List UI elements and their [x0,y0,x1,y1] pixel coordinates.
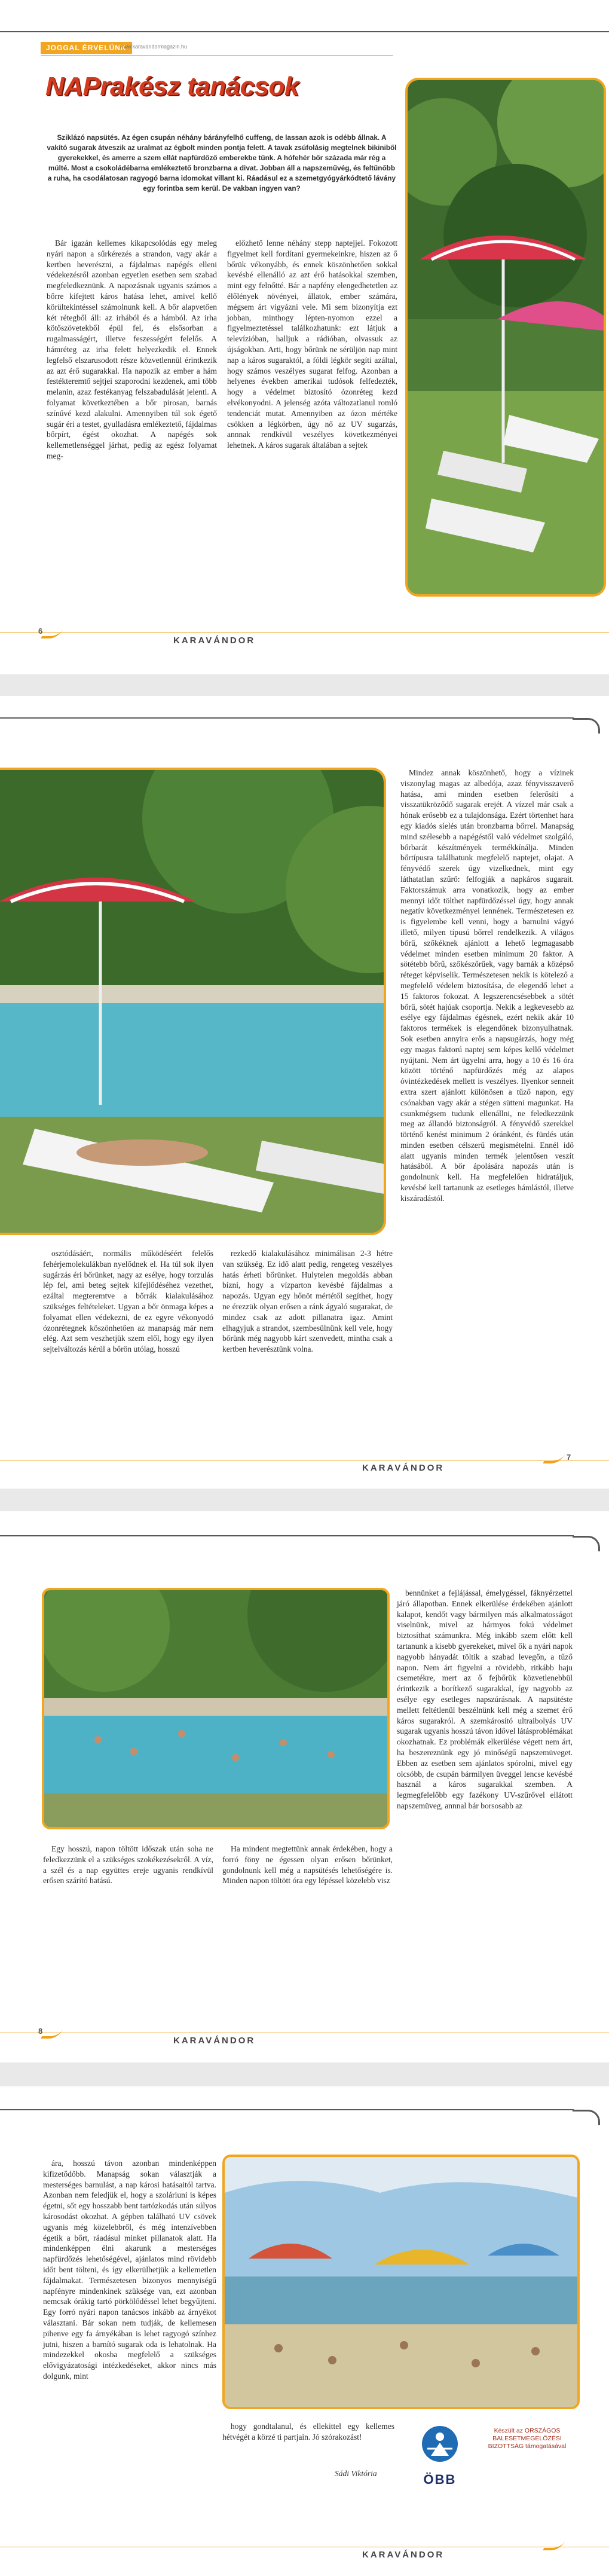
section-tag: JOGGAL ÉRVELÜNK [41,42,132,54]
magazine-page-1 [0,0,609,674]
top-rule [0,717,574,719]
page2-column-b [222,1248,393,1355]
obb-emblem-icon [419,2425,461,2469]
brand-footer: KARAVÁNDOR [362,2550,445,2560]
pool-crowd-illustration [44,1590,390,1829]
page2-column-a-text: osztódásáért, normális működéséért felelős fehérjemolekulákban nyelődnek el. Ha túl sok ilyen sugárzás éri bőrünket, nagy az esélye, hogy torzulás lép fel, ami beteg sejtek kifejlődéséhez vezethet, ezáltal megteremtve a bőrrák kialakulásához szükséges feltételeket. Ugyan a bőr önmaga képes a folyamat ellen védekezni, de ez egyre vékonyodó ózonrétegnek köszönhetően az manapság már nem elég. Azt sem veszhetjük szem elől, hogy egy ilyen sejtelváltozás kérül a bőrön utólag, hosszú [43,1249,213,1354]
page-curl-icon [573,718,600,734]
page-number: 6 [38,627,43,635]
author-signature: Sádi Viktória [335,2469,377,2478]
top-rule [0,31,609,32]
page2-column-a [43,1248,213,1355]
page4-column-left-text: ára, hosszú távon azonban mindenképpen kifizetődőbb. Manapság sokan választják a mesterséges barnulást, a nap károsi hatásaitól tartva. Azonban nem feledjük el, hogy a szoláriuni is képes égetni, sőt egy hosszabb bent tartózkodás után súlyos károsodást okozhat. A gépben található UV csövek ugyanis még közelebbről, és még intenzívebben égetik a bőrt, ráadásul minket pillanatok alatt. Ha mindenképpen élni akarunk a mesterséges napfürdőzés lehetőségével, ajánlatos mind rövidebb időt bent tölteni, és így elkerülhetjük a kellemetlen fájdalmakat. Természetesen bizonyos mennyiségű napfényre mindenkinek szüksége van, ezt azonban nemcsak órákig tartó pörkölődéssel lehet begyűjteni. Egy forró nyári napon tanácsos inkább az árnyékot választani. Bár sokan nem tudják, de kellemesen pihenve egy fa árnyékában is lehet ragyogó színhez jutni, hiszen a barnító sugarak oda is lehatolnak. Ha mindezekkel okosba megfelelő a szükséges elővigyázatosági intézkedéseket, akkor nincs más dolgunk, mint [43,2159,216,2381]
photo-lake-beach [222,2155,580,2409]
brand-footer: KARAVÁNDOR [173,2036,256,2046]
page1-column-1 [47,238,217,462]
top-rule [0,2109,574,2110]
footer-rule [0,632,609,633]
page3-column-b-text: Ha mindent megtettünk annak érdekében, hogy a forró föny ne égessen olyan erősen bőrünket, gondolnunk kell még a napsütésés lehetőségére is. Minden napon töltött óra egy lépéssel közelebb visz [222,1844,393,1886]
magazine-page-2 [0,696,609,1489]
lake-beach-illustration [225,2157,580,2409]
page2-column-right [400,768,574,1204]
page3-column-b [222,1844,393,1886]
page-number: 7 [567,1453,571,1462]
magazine-page-4 [0,2086,609,2576]
page3-column-right-text: bennünket a fejlájással, émelygéssel, fáknyérzettel járó állapotban. Ennek elkerülése érdekében ajánlott kalapot, kendőt vagy bármilyen más alkalmatosságot viselnünk, mivel az hármyos fokú védelmet biztosíthat számunkra. Még inkább szem előtt kell tartanunk a kisebb gyerekeket, mivel ők a nyári napok nagyobb hányadát töltik a szabad levegőn, a tűző napon. Nem árt figyelni a rövidebb, ritkább haju csemetékre, mert az ő fejbőrük közvetlenebbül érintkezik a borítkező sugarakkal, így nagyobb az esélye egy esetleges napszúrásnak. A napsütéste mellett feltétlenül beszélnünk kell még a szemet érő káros sugarakról. A szemkárosító ultraibolyás UV sugarak ugyanis hosszú távon idővel látásproblémákat okozhatnak. Ez problémák elkerülése végett nem árt, ha beszereznünk egy jó minőségű napszemüveget. Ebben az esetben sem ajánlatos spórolni, mivel egy olcsóbb, de csupán bármilyen üveggel lencse kevésbé használ a káros sugarakkal szemben. A legmegfelelőbb egy fazékony UV-szűrővel ellátott napszemüveg, annnal bár borsosabb az [397,1588,573,1810]
page3-column-a [43,1844,213,1886]
sponsor-text: Készült az ORSZÁGOS BALESETMEGELŐZÉSI BIZOTTSÁG támogatásával [488,2427,567,2450]
article-lead: Sziklázó napsütés. Az égen csupán néhány bárányfelhő cuffeng, de lassan azok is odébb állnak. A vakító sugarak átveszik az uralmat az égbolt minden pontja felett. A tavak zsúfolásig megtelnek bikiniből gyerekekkel, és amerre a szem ellát napfürdőző emberekbe tűnk. A hófehér bőr százada már rég a múlté. Most a csokoládébarna emlékeztető bronzbarna a divat. Jobban áll a napszeművég, és feltűnőbb a ruha, ha csodálatosan ragyogó barna idomokat villant ki. Ráadásul ez a szemetgyógyárkódtető lávány egy forintba sem kerül. De vakban ingyen van? [47,133,397,192]
brand-swoosh-icon [41,2029,63,2039]
tag-rule [41,55,393,56]
brand-swoosh-icon [41,629,63,638]
page-number: 8 [38,2027,43,2036]
page2-column-right-text: Mindez annak köszönhető, hogy a vízinek viszonylag magas az albedója, azaz fényvisszaverő hatása, ami minden esetben felerősíti a visszatükröződő sugarak erejét. A vízzel már csak a hónak erősebb ez a tulajdonsága. Ezért törtenhet hara egy kiadós síelés után bronzbarna bőrrel. Manapság mind szélesebb a napégéstől való védelmet szolgáló, bőrbarát készítmények termékkínálja. Minden bőrtípusra találhatunk megfelelő naptejet, olajat. A fényvédő szerek úgy vizelkednek, mint egy láthatatlan szűrő: felfogják a napkáros sugarait. Faktorszámuk arra vonatkozik, hogy az ember mennyi időt tölthet napfürdőzéssel úgy, hogy annak negatív következményei lennének. Természetesen ez is figyelembe kell venni, hogy a barnulni vágyó illető, milyen típusú bőrrel rendelkezik. A világos bőrű, szőkéknek ajánlott a lehető legmagasabb védelmet minden esetben minimum 20 faktor. A sötétebb bőrű, szőkészőrűek, vagy barnák a középső réteget képviselik. Természetesen nekik is kötelező a megfelelő védelem biztosítása, de elegendő lehet a 15 faktoros fokozat. A legszerencsésebbek a sötét bőrű, sötét hajúak csoportja. Nekik a legkevesebb az esélye egy fájdalmas égésnek, ezért nekik akár 10 faktoros termékek is elegendőnek bizonyulhatnak. Sok esetben annyira erős a napsugárzás, hogy még egy magas faktorú naptej sem képes kellő védelmet nyújtani. Nem árt ügyelni arra, hogy a 10 és 16 óra között történő napfürdőzés még az alapos óvintézkedések mellett is veszélyes. Ilyenkor senneit extra szert ajánlott különösen a tűző napon, egy csónakban vagy akár a stégen sütteni magunkat. Ha csunkmégsem tudunk ellenállni, ne feledkezzünk meg az állandó biztonságról. A fényvédő szerekkel történő kenést minimum 2 óránként, és fürdés után minden esetben célszerű megismételni. Ennél idő alatt ugyanis minden termék jelentősen veszít hatásából. A bőr ápolására napozás után is gondolnunk kell. Ha megfelelően hidratáljuk, kevésbé kell tartanunk az esetleges hámlástól, illetve kiszáradástól. [400,768,574,1203]
page3-column-a-text: Egy hosszú, napon töltött időszak után soha ne feledkezzünk el a szükséges szokékezésekről. A víz, a szél és a nap együttes ereje ugyanis rendkívül erősen szárító hatású. [43,1844,213,1886]
article-title: NAPrakész tanácsok [45,72,299,101]
photo-pool-umbrella [0,768,386,1235]
umbrella-beach-illustration [408,80,606,597]
brand-swoosh-icon [543,2541,565,2550]
photo-pool-crowd [42,1588,390,1829]
brand-footer: KARAVÁNDOR [173,635,256,646]
page1-column-2-text: előzhető lenne néhány stepp naptejjel. Fokozott figyelmet kell fordítani gyermekeinkre, hiszen az ő bőrük vékonyább, és ennek köszönhetően sokkal kevésbé ellenálló az azt érő hatásokkal szemben, mint egy felnőtté. Bár a napfény elengedhetetlen az élőlények növényei, állatok, ember számára, mégsem árt vigyázni vele. Mi sem bizonyítja ezt jobban, minthogy lépten-nyomon ezzel a figyelmeztetéssel találkozhatunk: ezt látjuk a televízióban, halljuk a rádióban, olvassuk az újságokban. Arti, hogy bőrünk ne sérüljön nap mint nap a káros sugaraktól, a fóldi légkör segíti azáltal, hogy számos veszélyes sugarat felfog. Azonban a helyenes években amerikai tudósok felfedezték, hogy a védelmet biztosító ózonréteg kezd elvékonyodni. A jelenség azóta változatlanul romló tendenciát mutat. Amennyiben az ózon mértéke csökken a légkörben, úgy nő az UV sugarzás, annnak rendkívül veszélyes következményei lehetnek. A káros sugarak általában a sejtek [227,239,397,450]
page2-column-b-text: rezkedő kialakulásához minimálisan 2-3 hétre van szükség. Ez idő alatt pedig, rengeteg veszélyes hatás érheti bőrünket. Hulytelen megoldás abban bízni, hogy a vízparton kevésbé fájdalmas a napozás. Ugyan egy hőnöt mértétől segíthet, hogy ne érezzük olyan erősen a ránk ágyaló sugarakat, de mindez csak az adott pillanatra igaz. Amint elhagyjuk a strandot, szembesülnünk kell vele, hogy bőrünk még nagyobb kárt szenvedett, mintha csak a kertben heverésztünk volna. [222,1249,393,1354]
page-curl-icon [573,1536,600,1551]
page1-column-2 [227,238,397,451]
page-curl-icon [573,2110,600,2125]
site-url: www.karavandormagazin.hu [120,44,188,50]
page4-column-left [43,2158,216,2382]
brand-footer: KARAVÁNDOR [362,1463,445,1473]
page4-column-right [222,2421,394,2443]
page1-column-1-text: Bár igazán kellemes kikapcsolódás egy meleg nyári napon a sűrkérezés a strandon, vagy akár a kertben heverészni, a fájdalmas napégés elleni védekezésről azonban egyetlen esetben sem szabad megfeledkeznünk. A napozásnak ugyanis számos a bőrre kifejtett káros hatása lehet, amivel kellő körültekintéssel számolnunk kell. A bőr alapvetően két rétegből áll: az irhából és a hámból. Az irha kötőszövetekből épül fel, és elsősorban a rugalmasságért, illetve feszességért felelős. A hámréteg az irha felett helyezkedik el. Ennek legfelső elszarusodott része közvetlennül érintkezik az azt érő sugarakkal. Ha napozik az ember a hám festékteremtő sejtjei szaporodni kezdenek, ami több melanin, azaz festékanyag felszabadulását jelenti. A folyamat következtében a bőr pirosan, barnás színűvé kezd alakulni. Amennyiben túl sok égető sugár éri a testet, gyulladásra emlékeztető, fájdalmas bőrpírt, égést okozhat. A napégés sok kellemetlenséggel járhat, pedig az egész folyamat meg- [47,239,217,460]
brand-swoosh-icon [543,1454,565,1463]
top-rule [0,1535,574,1536]
page4-column-right-text: hogy gondtalanul, és ellekittel egy kellemes hétvégét a körzé ti partjain. Jó szórakozást! [222,2422,394,2441]
magazine-page-3 [0,1511,609,2062]
sponsor-logo-text: ÖBB [423,2472,457,2487]
page3-column-right [397,1588,573,1811]
pool-illustration [0,770,386,1235]
sponsor-logo [404,2425,476,2491]
photo-umbrellas [405,78,606,597]
